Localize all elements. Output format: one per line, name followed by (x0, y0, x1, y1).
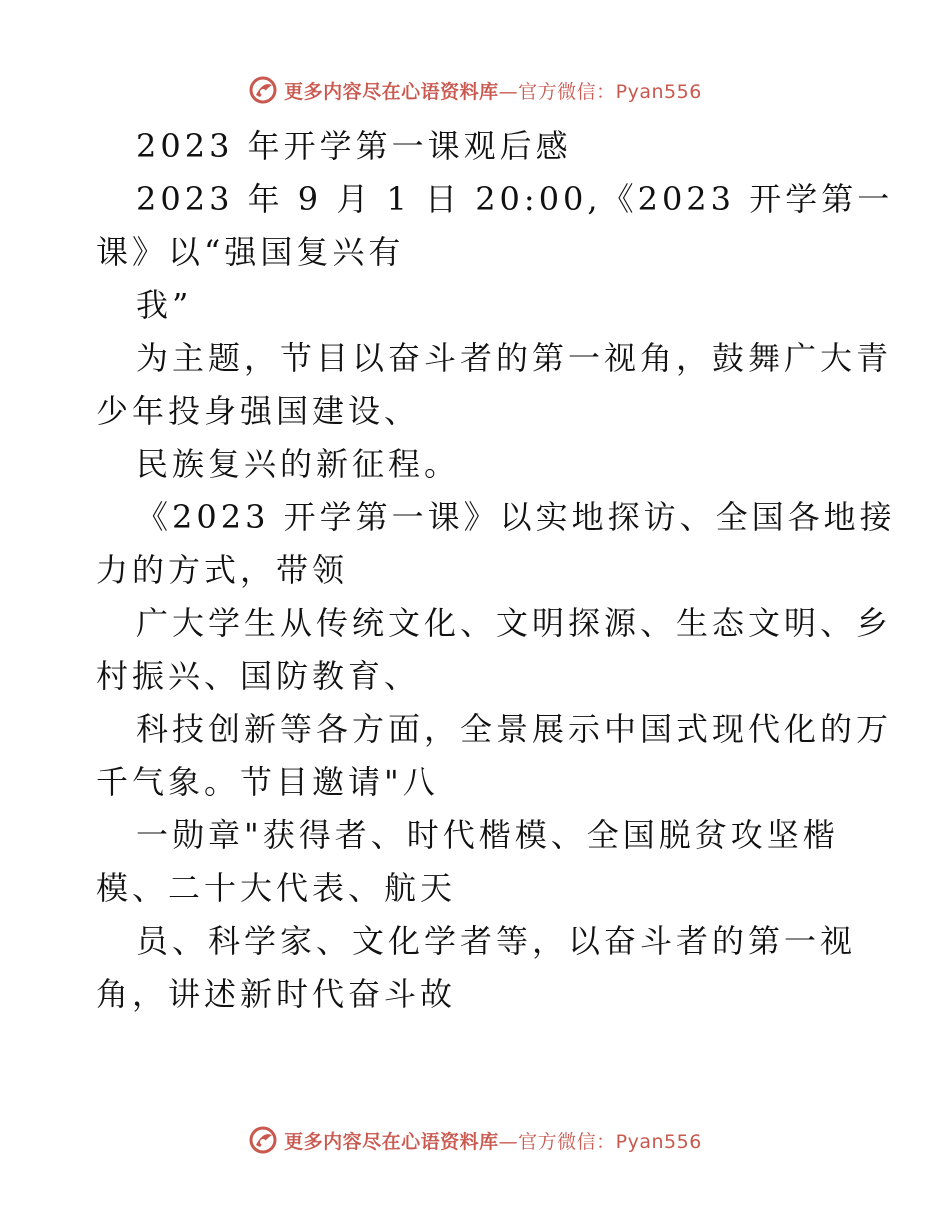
text-line: 2023 年 9 月 1 日 20:00,《2023 开学第一 (136, 180, 894, 218)
header-banner-main: 更多内容尽在心语资料库 (284, 80, 499, 103)
text-line: 少年投身强国建设、 (96, 392, 421, 430)
text-line: 角，讲述新时代奋斗故 (96, 975, 457, 1013)
footer-banner (0, 1120, 950, 1160)
text-line: 科技创新等各方面，全景展示中国式现代化的万 (136, 710, 893, 748)
footer-banner-text (284, 1127, 702, 1154)
footer-banner-main: 更多内容尽在心语资料库 (284, 1130, 499, 1153)
text-line: 一勋章"获得者、时代楷模、全国脱贫攻坚楷 (136, 816, 839, 854)
text-line: 《2023 开学第一课》以实地探访、全国各地接 (136, 498, 896, 536)
text-line: 力的方式，带领 (96, 551, 349, 589)
document-title: 2023 年开学第一课观后感 (136, 127, 572, 165)
logo-icon (248, 1125, 278, 1155)
header-banner-wechat: —官方微信：Pyan556 (498, 80, 702, 103)
text-line: 为主题，节目以奋斗者的第一视角，鼓舞广大青 (136, 339, 893, 377)
text-line: 村振兴、国防教育、 (96, 657, 421, 695)
header-banner (0, 70, 950, 110)
header-banner-text (284, 77, 702, 104)
footer-banner-wechat: —官方微信：Pyan556 (498, 1130, 702, 1153)
text-line: 模、二十大代表、航天 (96, 869, 457, 907)
logo-icon (248, 75, 278, 105)
text-line: 千气象。节目邀请"八 (96, 763, 439, 801)
text-line: 广大学生从传统文化、文明探源、生态文明、乡 (136, 604, 893, 642)
text-line: 我” (136, 286, 193, 324)
text-line: 员、科学家、文化学者等，以奋斗者的第一视 (136, 922, 857, 960)
text-line: 民族复兴的新征程。 (136, 445, 461, 483)
document-body (96, 120, 896, 1021)
text-line: 课》以“强国复兴有 (96, 233, 405, 271)
